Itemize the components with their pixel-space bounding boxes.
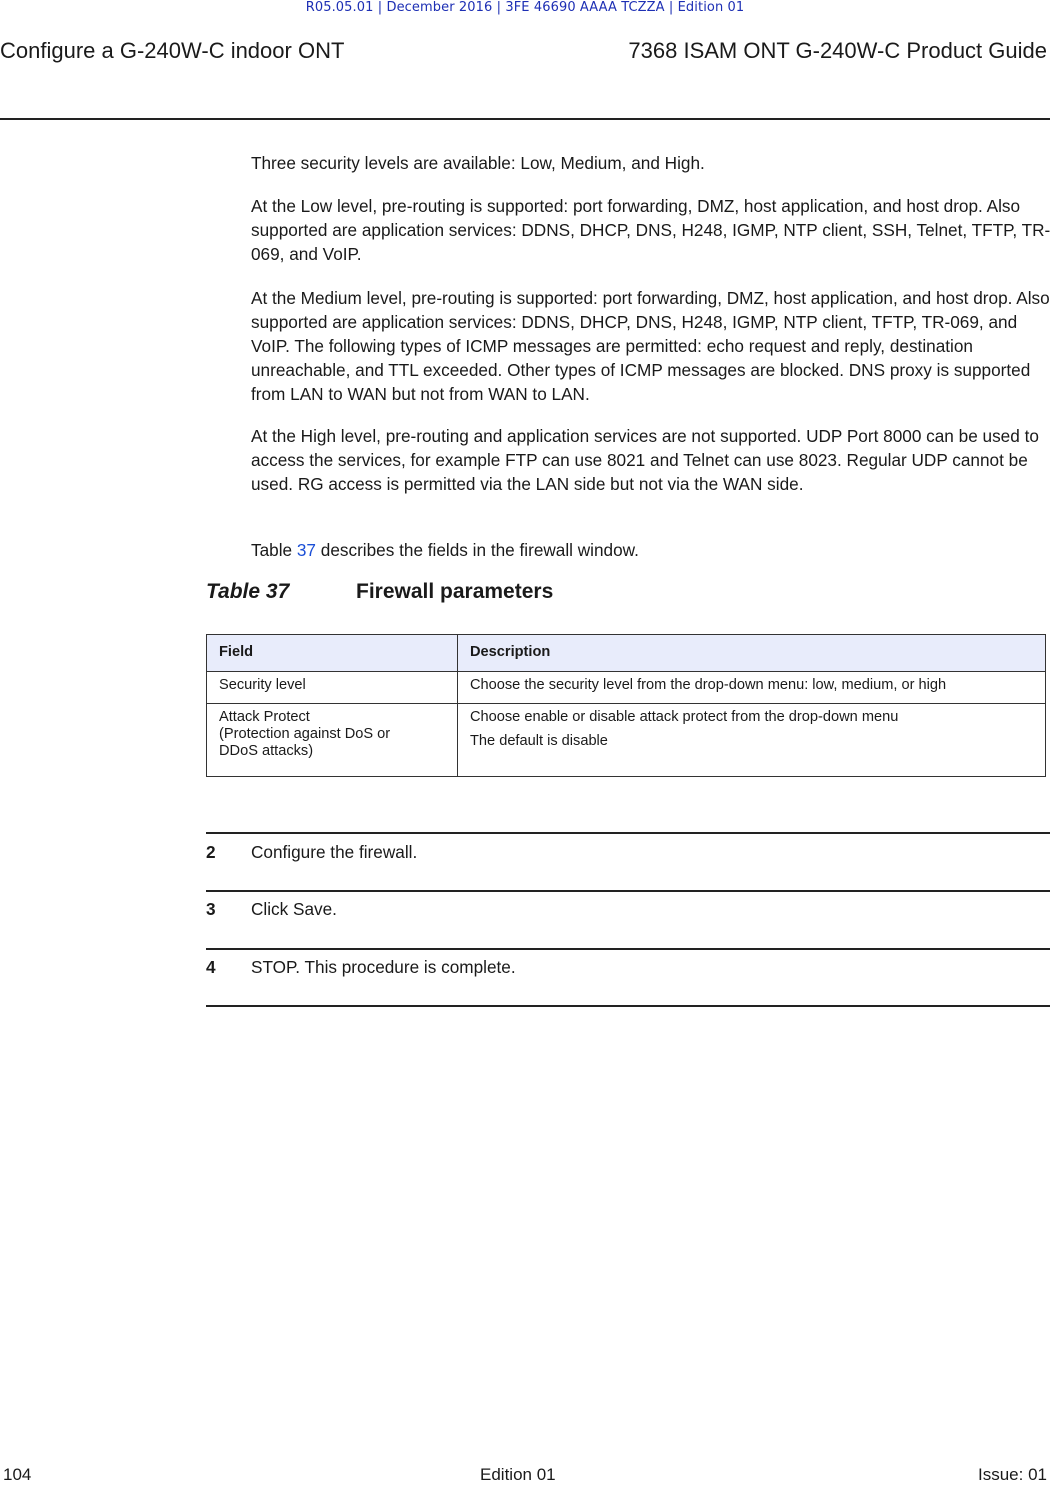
table-row	[207, 704, 1046, 777]
step-number: 3	[206, 899, 216, 919]
firewall-parameters-table	[206, 634, 1046, 777]
footer-issue: Issue: 01	[978, 1465, 1047, 1484]
table-title: Firewall parameters	[356, 580, 554, 603]
footer-page-number: 104	[3, 1465, 32, 1484]
step-divider	[206, 832, 1050, 834]
paragraph-security-levels: Three security levels are available: Low, Medium, and High.	[251, 153, 705, 173]
step-number: 2	[206, 842, 216, 862]
header-guide-title: 7368 ISAM ONT G-240W-C Product Guide	[628, 38, 1047, 63]
paragraph-medium-level: At the Medium level, pre-routing is supported: port forwarding, DMZ, host application, and host drop. Also supported are application services: DDNS, DHCP, DNS, H248, IGMP, NTP client, TFTP, TR-069, and VoIP. The following types of ICMP messages are permitted: echo request and reply, destination unreachable, and TTL exceeded. Other types of ICMP messages are blocked. DNS proxy is supported from LAN to WAN but not from WAN to LAN.	[251, 288, 1050, 404]
column-header-field: Field	[207, 635, 458, 672]
step-number: 4	[206, 957, 216, 977]
table-caption	[206, 580, 553, 604]
cell-description: Choose enable or disable attack protect from the drop-down menu The default is disable	[458, 704, 1046, 777]
step-divider	[206, 890, 1050, 892]
table-row	[207, 672, 1046, 704]
table-37-link[interactable]: 37	[296, 540, 316, 560]
step-text: Click Save.	[251, 899, 337, 919]
footer-edition: Edition 01	[480, 1465, 556, 1484]
paragraph-high-level: At the High level, pre-routing and application services are not supported. UDP Port 8000 can be used to access the services, for example FTP can use 8021 and Telnet can use 8023. Regular UDP cannot be used. RG access is permitted via the LAN side but not via the WAN side.	[251, 426, 1039, 494]
cell-description: Choose the security level from the drop-down menu: low, medium, or high	[458, 672, 1046, 704]
paragraph-table-reference: Table 37 describes the fields in the firewall window.	[251, 540, 639, 560]
header-chapter-title: Configure a G-240W-C indoor ONT	[0, 38, 345, 63]
step-text: STOP. This procedure is complete.	[251, 957, 516, 977]
column-header-description: Description	[458, 635, 1046, 672]
paragraph-low-level: At the Low level, pre-routing is supported: port forwarding, DMZ, host application, and host drop. Also supported are application services: DDNS, DHCP, DNS, H248, IGMP, NTP client, SSH, Telnet, TFTP, TR-069, and VoIP.	[251, 196, 1050, 264]
step-divider	[206, 948, 1050, 950]
step-text: Configure the firewall.	[251, 842, 418, 862]
header-divider	[0, 118, 1050, 120]
table-number: Table 37	[206, 580, 290, 603]
step-divider	[206, 1005, 1050, 1007]
cell-field: Security level	[207, 672, 458, 704]
table-header-row	[207, 635, 1046, 672]
cell-field: Attack Protect (Protection against DoS or DDoS attacks)	[207, 704, 458, 777]
edition-stamp: R05.05.01 | December 2016 | 3FE 46690 AAAA TCZZA | Edition 01	[305, 0, 745, 15]
